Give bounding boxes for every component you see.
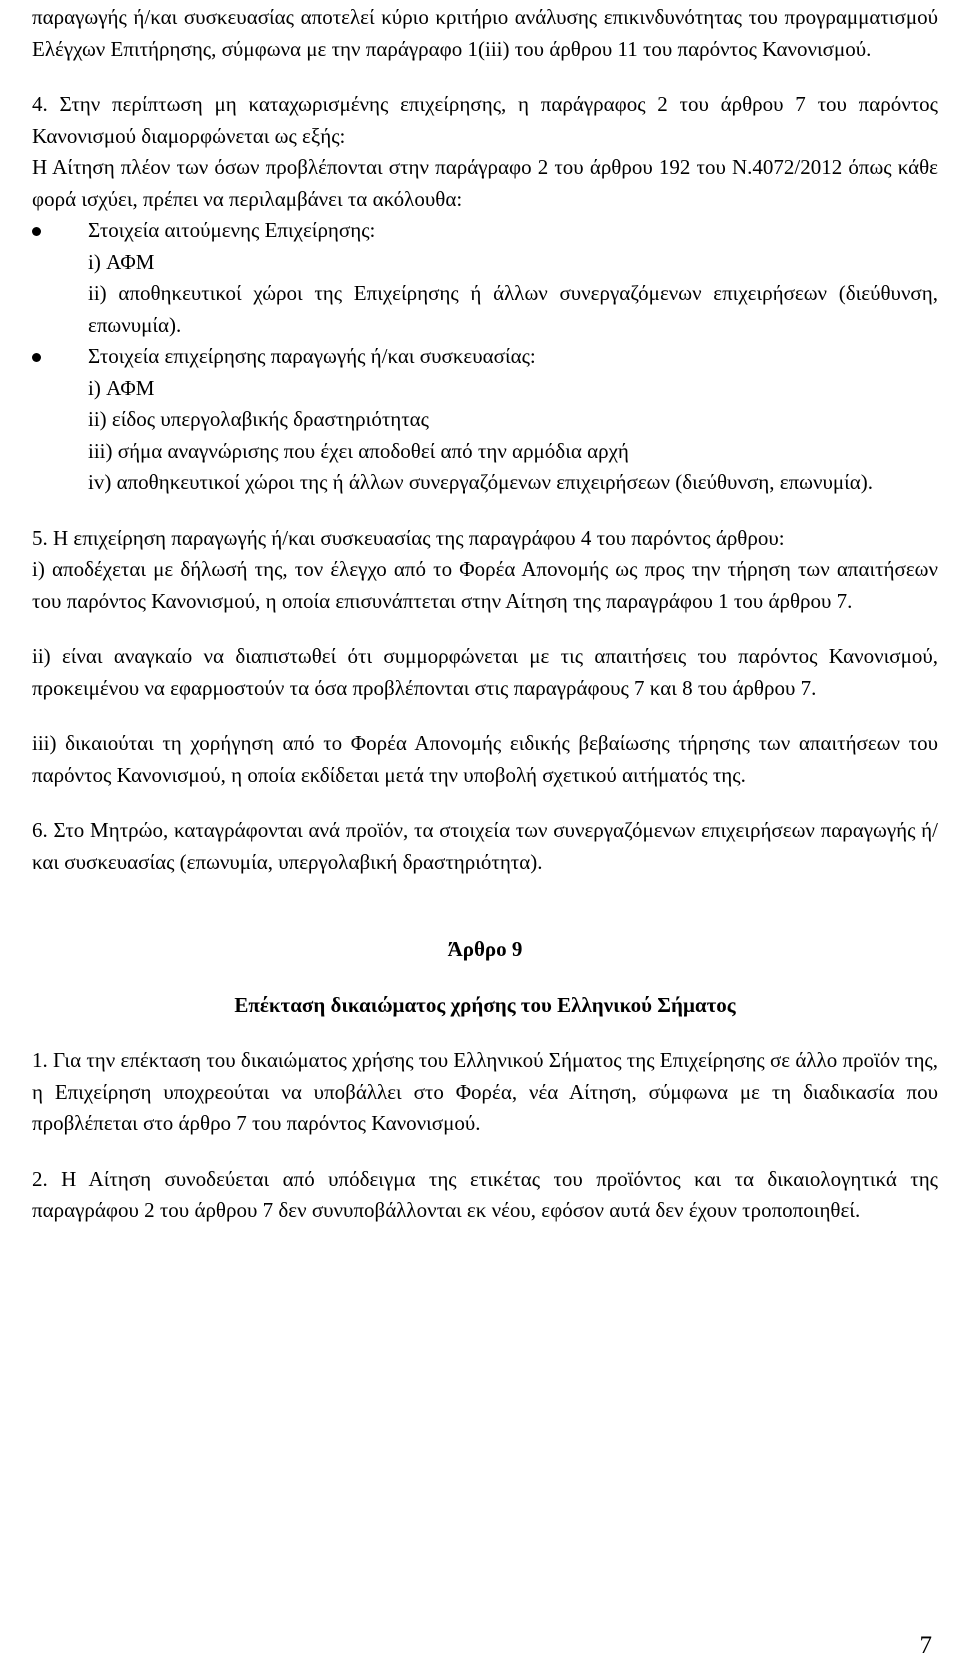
section-5-item-iii: iii) δικαιούται τη χορήγηση από το Φορέα Απονομής ειδικής βεβαίωσης τήρησης των απαιτήσεων του παρόντος Κανονισμού, η οποία εκδίδεται μετά την υποβολή σχετικού αιτήματός της. <box>32 731 938 787</box>
section-5-item-i: i) αποδέχεται με δήλωσή της, τον έλεγχο από το Φορέα Απονομής ως προς την τήρηση των απαιτήσεων του παρόντος Κανονισμού, η οποία επισυνάπτεται στην Αίτηση της παραγράφου 1 του άρθρου 7. <box>32 557 938 613</box>
article-paragraph-1: 1. Για την επέκταση του δικαιώματος χρήσης του Ελληνικού Σήματος της Επιχείρησης σε άλλο προϊόν της, η Επιχείρηση υποχρεούται να υποβάλλει στο Φορέα, νέα Αίτηση, σύμφωνα με τη διαδικασία που προβλέπεται στο άρθρο 7 του παρόντος Κανονισμού. <box>32 1048 938 1135</box>
bullet-item: i) ΑΦΜ <box>88 249 155 274</box>
section-5-intro: 5. Η επιχείρηση παραγωγής ή/και συσκευασίας της παραγράφου 4 του παρόντος άρθρου: <box>32 525 785 550</box>
spacer <box>32 499 938 523</box>
spacer <box>32 791 938 815</box>
bullet-icon <box>32 353 41 362</box>
section-4-intro: 4. Στην περίπτωση μη καταχωρισμένης επιχείρησης, η παράγραφος 2 του άρθρου 7 του παρόντος Κανονισμού διαμορφώνεται ως εξής: <box>32 92 938 148</box>
section-5-item-ii: ii) είναι αναγκαίο να διαπιστωθεί ότι συμμορφώνεται με τις απαιτήσεις του παρόντος Κανονισμού, προκειμένου να εφαρμοστούν τα όσα προβλέπονται στις παραγράφους 7 και 8 του άρθρου 7. <box>32 644 938 700</box>
article-paragraph-2: 2. Η Αίτηση συνοδεύεται από υπόδειγμα της ετικέτας του προϊόντος και τα δικαιολογητικά της παραγράφου 2 του άρθρου 7 δεν συνυποβάλλονται εκ νέου, εφόσον αυτά δεν έχουν τροποποιηθεί. <box>32 1166 938 1222</box>
bullet-producer-details <box>32 341 938 499</box>
bullet-item: ii) είδος υπεργολαβικής δραστηριότητας <box>88 407 429 431</box>
intro-paragraph: παραγωγής ή/και συσκευασίας αποτελεί κύριο κριτήριο ανάλυσης επικινδυνότητας του προγραμματισμού Ελέγχων Επιτήρησης, σύμφωνα με την παράγραφο 1(iii) του άρθρου 11 του παρόντος Κανονισμού. <box>32 5 938 61</box>
spacer <box>32 1140 938 1164</box>
spacer <box>32 878 938 910</box>
bullet-title: Στοιχεία επιχείρησης παραγωγής ή/και συσκευασίας: <box>88 344 536 368</box>
section-4-request: Η Αίτηση πλέον των όσων προβλέπονται στην παράγραφο 2 του άρθρου 192 του Ν.4072/2012 όπως κάθε φορά ισχύει, πρέπει να περιλαμβάνει τα ακόλουθα: <box>32 155 938 211</box>
bullet-icon <box>32 227 41 236</box>
bullet-applicant-details <box>32 215 938 341</box>
spacer <box>32 966 938 990</box>
article-subheading: Επέκταση δικαιώματος χρήσης του Ελληνικού Σήματος <box>234 992 736 1017</box>
spacer <box>32 1021 938 1045</box>
bullet-item: ii) αποθηκευτικοί χώροι της Επιχείρησης ή άλλων συνεργαζόμενων επιχειρήσεων (διεύθυνση, επωνυμία). <box>88 281 938 337</box>
page-number: 7 <box>919 1632 932 1659</box>
section-6: 6. Στο Μητρώο, καταγράφονται ανά προϊόν, τα στοιχεία των συνεργαζόμενων επιχειρήσεων παραγωγής ή/και συσκευασίας (επωνυμία, υπεργολαβική δραστηριότητα). <box>32 818 938 874</box>
bullet-item: i) ΑΦΜ <box>88 375 155 400</box>
spacer <box>32 65 938 89</box>
bullet-item: iii) σήμα αναγνώρισης που έχει αποδοθεί από την αρμόδια αρχή <box>88 438 629 463</box>
spacer <box>32 617 938 641</box>
bullet-title: Στοιχεία αιτούμενης Επιχείρησης: <box>88 218 376 242</box>
spacer <box>32 910 938 934</box>
article-heading: Άρθρο 9 <box>447 937 523 961</box>
spacer <box>32 704 938 728</box>
bullet-item: iv) αποθηκευτικοί χώροι της ή άλλων συνεργαζόμενων επιχειρήσεων (διεύθυνση, επωνυμία). <box>88 470 874 494</box>
